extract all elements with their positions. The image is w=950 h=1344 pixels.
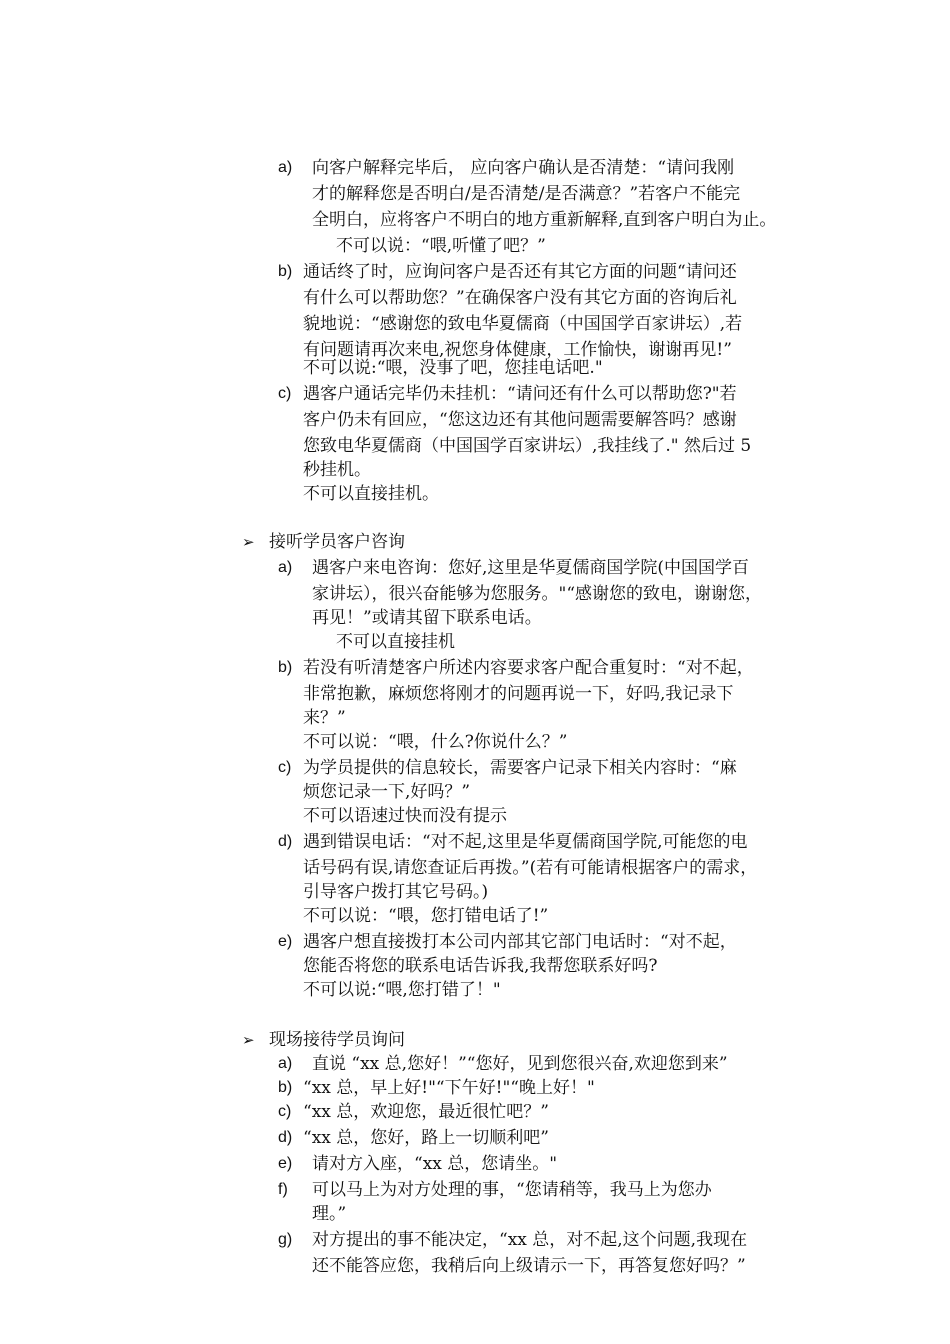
item-label: a) — [278, 159, 293, 176]
text-line: 您致电华夏儒商（中国国学百家讲坛）,我挂线了." 然后过 5 — [303, 436, 752, 456]
section-heading: 接听学员客户咨询 — [269, 532, 405, 552]
text-line: 非常抱歉，麻烦您将刚才的问题再说一下，好吗,我记录下 — [303, 684, 734, 704]
item-label: a) — [278, 1055, 293, 1072]
text-line: 遇到错误电话：“对不起,这里是华夏儒商国学院,可能您的电 — [303, 832, 748, 852]
text-line: 才的解释您是否明白/是否清楚/是否满意？”若客户不能完 — [312, 184, 741, 204]
text-line: 客户仍未有回应，“您这边还有其他问题需要解答吗？感谢 — [303, 410, 737, 430]
item-label: e) — [278, 933, 293, 950]
text-line: 请对方入座，“xx 总，您请坐。" — [312, 1154, 558, 1174]
text-line: “xx 总，您好，路上一切顺利吧” — [303, 1128, 549, 1148]
text-line: 对方提出的事不能决定，“xx 总，对不起,这个问题,我现在 — [312, 1230, 748, 1250]
text-line: 话号码有误,请您查证后再拨。”(若有可能请根据客户的需求， — [303, 858, 758, 878]
prohibited-phrase: 不可以说:“喂，没事了吧，您挂电话吧." — [303, 358, 603, 378]
text-line: 引导客户拨打其它号码。) — [303, 882, 489, 902]
text-line: 直说 “xx 总,您好！”“您好，见到您很兴奋,欢迎您到来” — [312, 1054, 728, 1074]
text-line: 有什么可以帮助您？”在确保客户没有其它方面的咨询后礼 — [303, 288, 737, 308]
item-label: d) — [278, 1129, 293, 1146]
prohibited-phrase: 不可以说：“喂,听懂了吧？” — [336, 236, 546, 256]
text-line: 若没有听清楚客户所述内容要求客户配合重复时：“对不起， — [303, 658, 754, 678]
arrow-bullet-icon: ➢ — [242, 1031, 255, 1049]
item-label: c) — [278, 759, 292, 776]
text-line: 为学员提供的信息较长，需要客户记录下相关内容时：“麻 — [303, 758, 737, 778]
prohibited-phrase: 不可以说:“喂,您打错了！" — [303, 980, 501, 1000]
prohibited-phrase: 不可以直接挂机。 — [303, 484, 439, 504]
arrow-bullet-icon: ➢ — [242, 533, 255, 551]
item-label: g) — [278, 1231, 293, 1248]
text-line: 通话终了时，应询问客户是否还有其它方面的问题“请问还 — [303, 262, 737, 282]
item-label: b) — [278, 1079, 293, 1096]
text-line: “xx 总，早上好!"“下午好!"“晚上好！" — [303, 1078, 595, 1098]
text-line: 家讲坛），很兴奋能够为您服务。"“感谢您的致电，谢谢您， — [312, 584, 763, 604]
text-line: 有问题请再次来电,祝您身体健康，工作愉快，谢谢再见!” — [303, 340, 732, 360]
item-label: f) — [278, 1181, 288, 1198]
item-label: c) — [278, 1103, 292, 1120]
text-line: 可以马上为对方处理的事，“您请稍等，我马上为您办 — [312, 1180, 712, 1200]
text-line: 遇客户通话完毕仍未挂机：“请问还有什么可以帮助您?"若 — [303, 384, 737, 404]
prohibited-phrase: 不可以说：“喂，您打错电话了!” — [303, 906, 549, 926]
text-line: 还不能答应您，我稍后向上级请示一下，再答复您好吗？” — [312, 1256, 746, 1276]
text-line: 貌地说：“感谢您的致电华夏儒商（中国国学百家讲坛）,若 — [303, 314, 743, 334]
text-line: 秒挂机。 — [303, 460, 371, 480]
text-line: 遇客户来电咨询：您好,这里是华夏儒商国学院(中国国学百 — [312, 558, 750, 578]
text-line: 您能否将您的联系电话告诉我,我帮您联系好吗? — [303, 956, 658, 976]
text-line: 再见！”或请其留下联系电话。 — [312, 608, 542, 628]
text-line: 向客户解释完毕后， 应向客户确认是否清楚：“请问我刚 — [312, 158, 735, 178]
prohibited-phrase: 不可以说：“喂，什么?你说什么？” — [303, 732, 568, 752]
prohibited-phrase: 不可以语速过快而没有提示 — [303, 806, 507, 826]
text-line: 全明白，应将客户不明白的地方重新解释,直到客户明白为止。 — [312, 210, 777, 230]
text-line: 遇客户想直接拨打本公司内部其它部门电话时：“对不起， — [303, 932, 737, 952]
text-line: 来？” — [303, 708, 346, 728]
section-heading: 现场接待学员询问 — [269, 1030, 405, 1050]
item-label: d) — [278, 833, 293, 850]
text-line: 理。” — [312, 1204, 347, 1224]
text-line: 烦您记录一下,好吗？” — [303, 782, 471, 802]
item-label: e) — [278, 1155, 293, 1172]
item-label: b) — [278, 263, 293, 280]
text-line: “xx 总，欢迎您，最近很忙吧？” — [303, 1102, 549, 1122]
item-label: c) — [278, 385, 292, 402]
item-label: b) — [278, 659, 293, 676]
item-label: a) — [278, 559, 293, 576]
prohibited-phrase: 不可以直接挂机 — [336, 632, 455, 652]
